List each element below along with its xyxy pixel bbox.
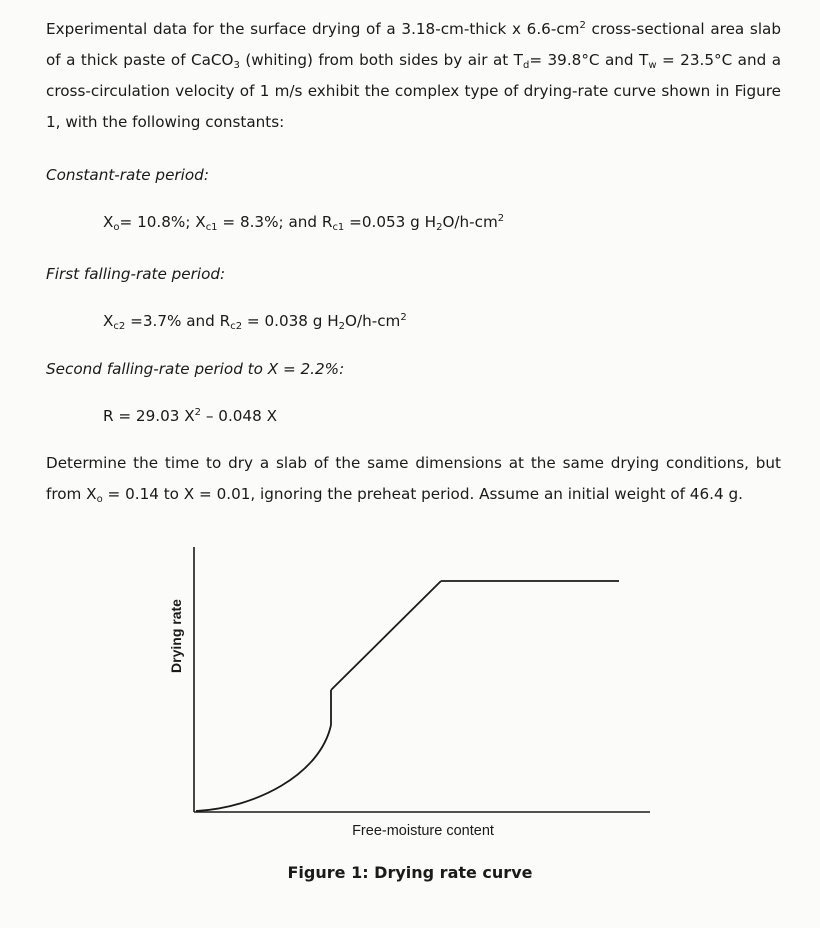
second-falling-heading: Second falling-rate period to X = 2.2%: [46,360,345,378]
second-falling-rate-curve [196,725,331,811]
first-falling-rate-line [331,581,441,690]
y-axis-label: Drying rate [168,599,184,673]
intro-paragraph: Experimental data for the surface drying of a 3.18-cm-thick x $6.6-cm^2$ cross-sectional area slab of a thick paste of CaCO$_3$ (whiting) from both sides by air at $T_d= 39.8^\circ C$ and $T_w = 23.5^\circ C$ and a cross-circulation velocity of 1 m/s exhibit the complex type of drying-rate curve shown in Figure 1, with the following constants: [46,20,782,131]
x-axis-label: Free-moisture content [352,823,494,839]
first-falling-heading: First falling-rate period: [46,265,226,283]
first-falling-equation: $X_{c2} =3.7\%$ and $R_{c2} = 0.038$ g $H_2O/h-cm^2$ [103,312,407,332]
question-paragraph: Determine the time to dry a slab of the same dimensions at the same drying conditions, but from $X_o = 0.14$ to X = 0.01, ignoring the preheat period. Assume an initial weight of 46.4 g. [46,454,781,505]
constant-rate-heading: Constant-rate period: [46,166,209,184]
constant-rate-equation: $X_o= 10.8\%$; $X_{c1} = 8.3\%$; and $R_{c1} =0.053$ g $H_2O/h-cm^2$ [103,213,505,233]
figure-caption: Figure 1: Drying rate curve [287,863,533,882]
second-falling-equation: R = 29.03 $X^2 - 0.048$ X [103,407,277,425]
